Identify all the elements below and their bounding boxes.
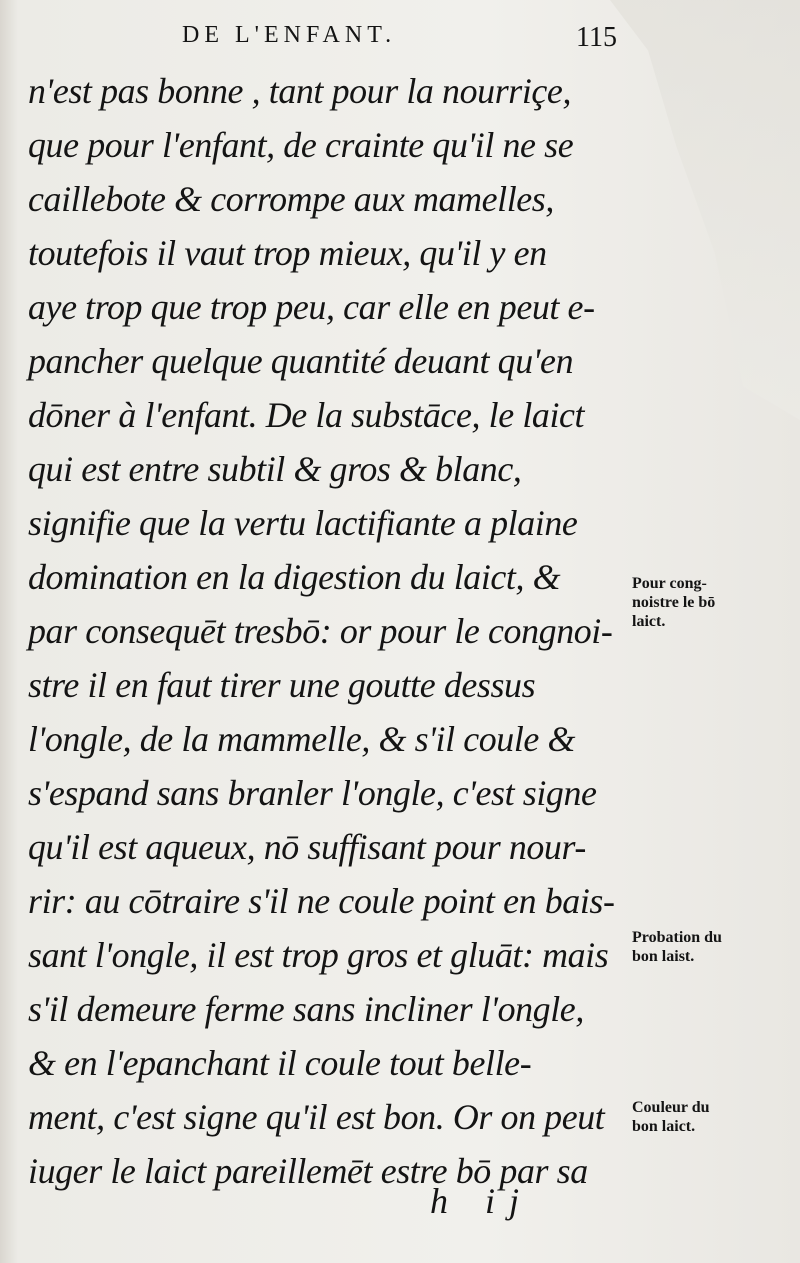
text-line: sant l'ongle, il est trop gros et gluāt: mais [28, 935, 609, 975]
text-line: stre il en faut tirer une goutte dessus [28, 665, 536, 705]
text-line: caillebote & corrompe aux mamelles, [28, 179, 554, 219]
torn-paper-corner [610, 0, 800, 420]
margin-note-line: bon laict. [632, 1118, 696, 1135]
margin-note-cognoistre [632, 574, 782, 631]
text-line: ment, c'est signe qu'il est bon. Or on peut [28, 1097, 605, 1137]
text-line: aye trop que trop peu, car elle en peut e- [28, 287, 595, 327]
text-line: s'il demeure ferme sans incliner l'ongle, [28, 989, 584, 1029]
text-line: s'espand sans branler l'ongle, c'est signe [28, 773, 597, 813]
running-head: DE L'ENFANT. [182, 22, 397, 48]
text-line: qu'il est aqueux, nō suffisant pour nour- [28, 827, 586, 867]
signature-mark: h ij [430, 1181, 534, 1221]
text-line: n'est pas bonne , tant pour la nourriçe, [28, 71, 572, 111]
text-line: toutefois il vaut trop mieux, qu'il y en [28, 233, 547, 273]
margin-note-line: Pour cong- [632, 575, 707, 592]
margin-note-line: Couleur du [632, 1099, 710, 1116]
margin-note-probation [632, 928, 782, 966]
text-line: l'ongle, de la mammelle, & s'il coule & [28, 719, 576, 759]
margin-note-line: laict. [632, 613, 666, 630]
text-line: qui est entre subtil & gros & blanc, [28, 449, 522, 489]
text-line: signifie que la vertu lactifiante a plaine [28, 503, 578, 543]
text-line: que pour l'enfant, de crainte qu'il ne se [28, 125, 574, 165]
body-text [28, 64, 628, 1198]
page-number: 115 [576, 22, 617, 53]
text-line: iuger le laict pareillemēt estre bō par sa [28, 1151, 588, 1191]
text-line: domination en la digestion du laict, & [28, 557, 561, 597]
text-line: par consequēt tresbō: or pour le congnoi- [28, 611, 613, 651]
margin-note-line: bon laist. [632, 948, 695, 965]
margin-note-line: noistre le bō [632, 594, 716, 611]
text-line: rir: au cōtraire s'il ne coule point en bais- [28, 881, 615, 921]
text-line: & en l'epanchant il coule tout belle- [28, 1043, 532, 1083]
page-header [0, 22, 800, 56]
text-line: dōner à l'enfant. De la substāce, le laict [28, 395, 585, 435]
margin-note-line: Probation du [632, 929, 722, 946]
text-line: pancher quelque quantité deuant qu'en [28, 341, 574, 381]
margin-note-couleur [632, 1098, 782, 1136]
